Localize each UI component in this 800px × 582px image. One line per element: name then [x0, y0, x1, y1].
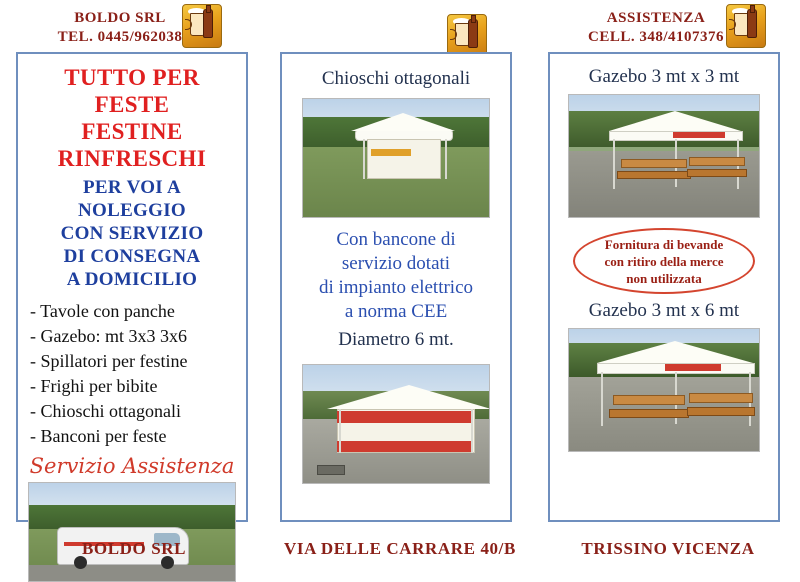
gazebo-3x3-title: Gazebo 3 mt x 3 mt	[588, 66, 740, 87]
gazebo-3x6-title: Gazebo 3 mt x 6 mt	[588, 300, 740, 321]
company-phone: TEL. 0445/962038	[57, 29, 183, 45]
kiosk-diameter: Diametro 6 mt.	[338, 329, 454, 350]
gazebo-3x3-photo	[568, 94, 760, 218]
list-item: - Banconi per feste	[30, 426, 167, 446]
assistance-label: ASSISTENZA	[606, 10, 706, 26]
fuchsberg-kiosk-photo	[302, 364, 490, 484]
oval-line-2: con ritiro della merce	[604, 253, 724, 269]
delivery-van-photo	[28, 482, 236, 582]
assistance-phone: CELL. 348/4107376	[587, 29, 724, 45]
kiosk-description	[290, 228, 502, 324]
kiosk-desc-line-3: di impianto elettrico	[318, 277, 474, 298]
kiosk-desc-line-4: a norma CEE	[344, 301, 448, 322]
oval-line-1: Fornitura di bevande	[604, 236, 724, 252]
assistance-script-text: Servizio Assistenza	[29, 454, 235, 478]
list-item: - Chioschi ottagonali	[30, 401, 181, 421]
beer-logo-icon	[182, 4, 222, 48]
subhead-block	[26, 176, 238, 291]
left-panel	[16, 52, 248, 522]
right-footer: TRISSINO VICENZA	[581, 539, 755, 558]
company-name: BOLDO SRL	[74, 10, 166, 26]
column-mid	[272, 0, 528, 573]
subhead-line-2: NOLEGGIO	[78, 200, 186, 221]
column-right	[540, 0, 796, 573]
column-left	[6, 0, 262, 573]
kiosk-desc-line-2: servizio dotati	[341, 253, 451, 274]
headline-line-2: FESTINE	[81, 119, 183, 144]
subhead-line-4: DI CONSEGNA	[63, 246, 201, 267]
headline-line-1: TUTTO PER FESTE	[64, 65, 200, 117]
headline-line-3: RINFRESCHI	[57, 146, 207, 171]
beer-logo-icon	[726, 4, 766, 48]
subhead-line-3: CON SERVIZIO	[60, 223, 204, 244]
list-item: - Spillatori per festine	[30, 351, 188, 371]
gazebo-3x6-photo	[568, 328, 760, 452]
list-item: - Frighi per bibite	[30, 376, 158, 396]
right-panel	[548, 52, 780, 522]
kiosk-desc-line-1: Con bancone di	[336, 229, 456, 250]
mid-panel	[280, 52, 512, 522]
octagonal-kiosk-photo	[302, 98, 490, 218]
mid-header	[272, 0, 528, 52]
list-item: - Tavole con panche	[30, 301, 175, 321]
beverage-supply-note	[573, 228, 755, 294]
mid-footer: VIA DELLE CARRARE 40/B	[284, 539, 516, 558]
left-footer: BOLDO SRL	[81, 539, 187, 558]
kiosk-title: Chioschi ottagonali	[321, 68, 471, 89]
subhead-line-5: A DOMICILIO	[66, 269, 198, 290]
list-item: - Gazebo: mt 3x3 3x6	[30, 326, 187, 346]
oval-line-3: non utilizzata	[626, 270, 702, 286]
headline-block	[26, 64, 238, 172]
services-list	[26, 299, 238, 449]
subhead-line-1: PER VOI A	[82, 177, 182, 198]
